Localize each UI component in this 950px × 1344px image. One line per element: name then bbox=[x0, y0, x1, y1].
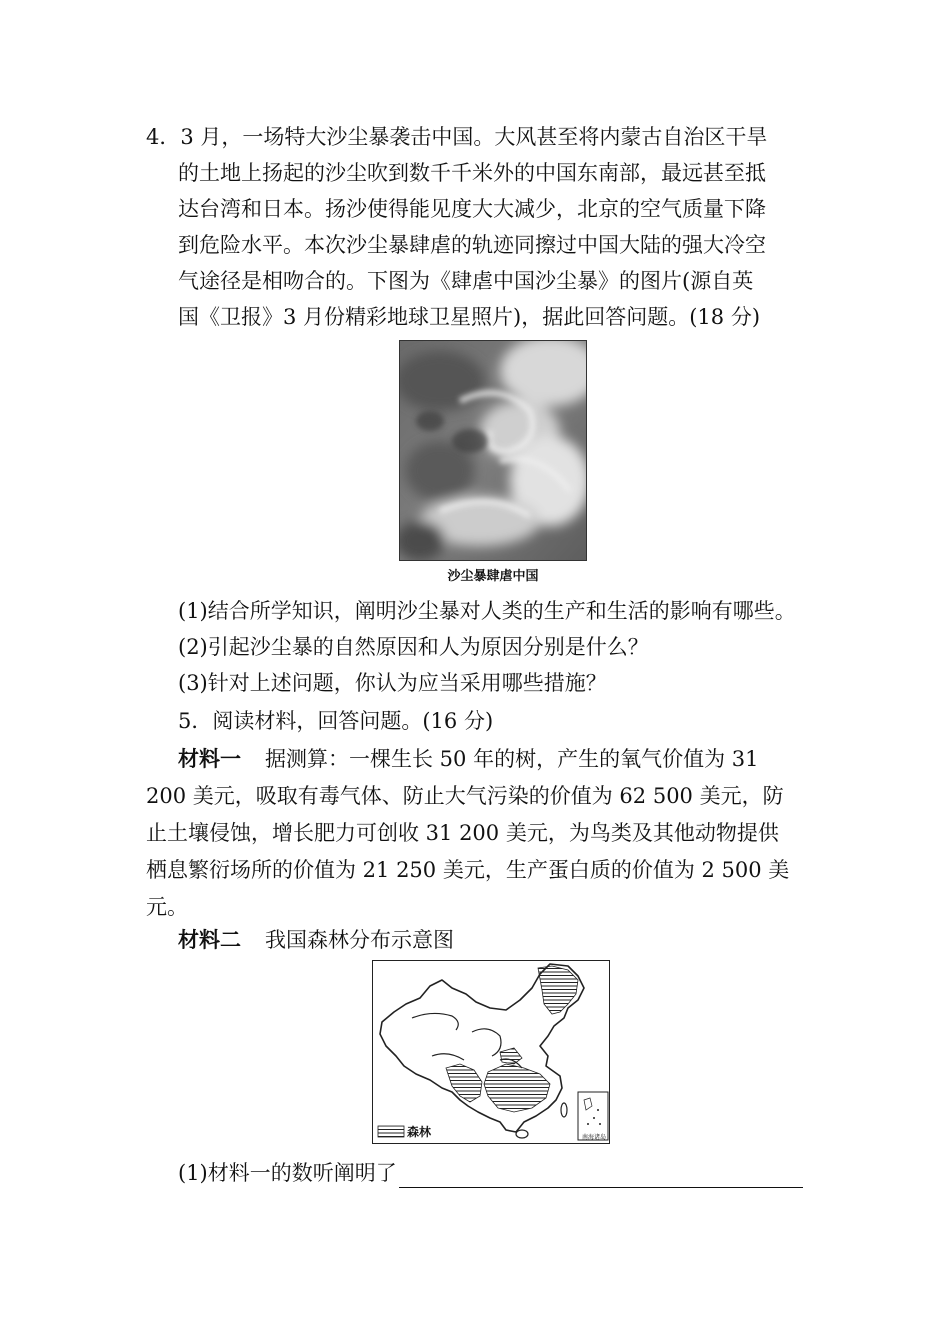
q5-material1-line-3: 止土壤侵蚀，增长肥力可创收 31 200 美元，为鸟类及其他动物提供 bbox=[146, 821, 779, 845]
q4-line-6: 国《卫报》3 月份精彩地球卫星照片)，据此回答问题。(18 分) bbox=[178, 305, 761, 329]
q5-material1-line-1 bbox=[178, 744, 758, 774]
material2-text: 我国森林分布示意图 bbox=[265, 928, 454, 952]
q4-line-3: 达台湾和日本。扬沙使得能见度大大减少，北京的空气质量下降 bbox=[178, 197, 766, 221]
material1-text-1: 据测算：一棵生长 50 年的树，产生的氧气价值为 31 bbox=[265, 747, 759, 771]
q5-material1-line-4: 栖息繁衍场所的价值为 21 250 美元，生产蛋白质的价值为 2 500 美 bbox=[146, 858, 790, 882]
china-forest-map bbox=[372, 960, 610, 1144]
q5-subquestion-1 bbox=[178, 1158, 803, 1188]
map-legend-label: 森林 bbox=[407, 1125, 432, 1139]
q4-subquestion-2: (2)引起沙尘暴的自然原因和人为原因分别是什么？ bbox=[178, 635, 649, 659]
q5-material1-line-2: 200 美元，吸取有毒气体、防止大气污染的价值为 62 500 美元，防 bbox=[146, 784, 784, 808]
material2-label: 材料二 bbox=[178, 927, 241, 952]
q4-line-1: 4．3 月，一场特大沙尘暴袭击中国。大风甚至将内蒙古自治区干旱 bbox=[146, 125, 768, 149]
satellite-photo-caption: 沙尘暴肆虐中国 bbox=[447, 569, 539, 584]
q5-material2-line bbox=[178, 925, 454, 955]
q4-subquestion-3: (3)针对上述问题，你认为应当采用哪些措施？ bbox=[178, 671, 607, 695]
q5-material1-line-5: 元。 bbox=[146, 895, 188, 919]
q5-sub1-text: (1)材料一的数听阐明了 bbox=[178, 1161, 397, 1185]
q5-heading: 5．阅读材料，回答问题。(16 分) bbox=[178, 709, 494, 733]
answer-blank[interactable] bbox=[399, 1165, 803, 1188]
q4-line-4: 到危险水平。本次沙尘暴肆虐的轨迹同擦过中国大陆的强大冷空 bbox=[178, 233, 766, 257]
material1-label: 材料一 bbox=[178, 746, 241, 771]
q4-subquestion-1: (1)结合所学知识，阐明沙尘暴对人类的生产和生活的影响有哪些。 bbox=[178, 599, 796, 623]
q4-line-5: 气途径是相吻合的。下图为《肆虐中国沙尘暴》的图片(源自英 bbox=[178, 269, 754, 293]
satellite-photo bbox=[399, 340, 587, 561]
map-inset-label: 南海诸岛 bbox=[581, 1134, 606, 1141]
q4-line-2: 的土地上扬起的沙尘吹到数千千米外的中国东南部，最远甚至抵 bbox=[178, 161, 766, 185]
